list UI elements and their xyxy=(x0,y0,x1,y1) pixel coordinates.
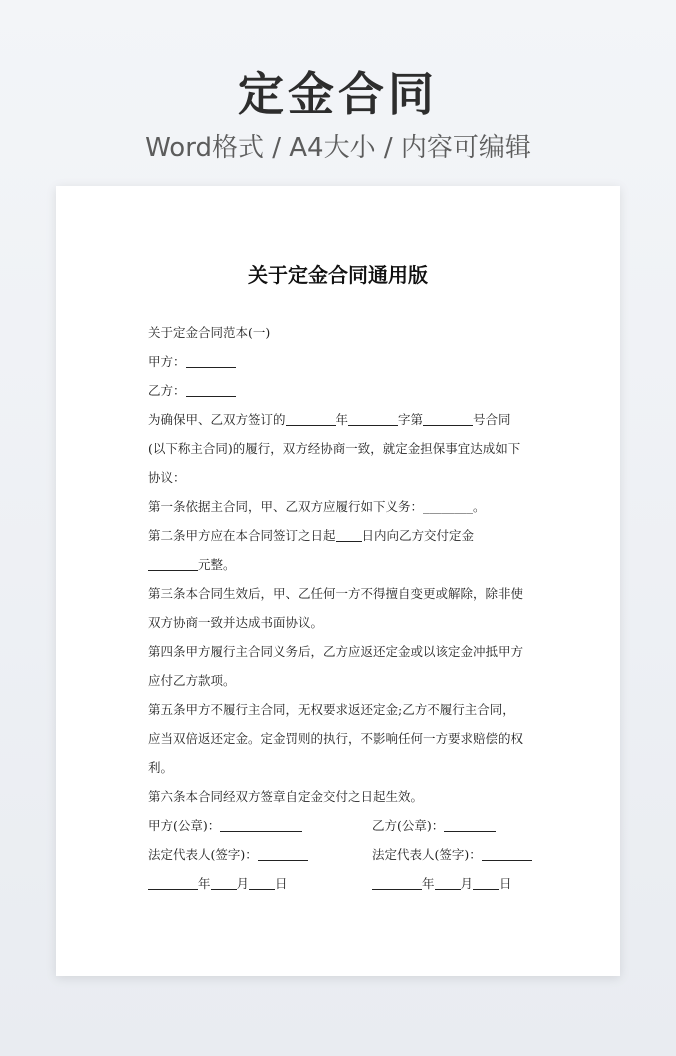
doc-line: 双方协商一致并达成书面协议。 xyxy=(148,615,324,630)
doc-line: 关于定金合同范本(一) xyxy=(148,325,271,340)
doc-line: 第四条甲方履行主合同义务后，乙方应返还定金或以该定金冲抵甲方 xyxy=(148,644,524,659)
date-b: 年 月 日 xyxy=(372,869,512,898)
doc-line: 元整。 xyxy=(148,550,530,579)
doc-line: 第六条本合同经双方签章自定金交付之日起生效。 xyxy=(148,789,424,804)
document-body xyxy=(148,318,530,811)
doc-line: (以下称主合同)的履行，双方经协商一致，就定金担保事宜达成如下 xyxy=(148,441,521,456)
doc-line: 为确保甲、乙双方签订的 年 字第 号合同 xyxy=(148,412,511,427)
doc-line: 应当双倍返还定金。定金罚则的执行，不影响任何一方要求赔偿的权 xyxy=(148,731,524,746)
rep-a-signature: 法定代表人(签字)： xyxy=(148,840,308,869)
doc-line: 第二条甲方应在本合同签订之日起 日内向乙方交付定金 xyxy=(148,528,475,543)
party-b-seal: 乙方(公章)： xyxy=(372,811,496,840)
date-a: 年 月 日 xyxy=(148,869,288,898)
doc-line: 第五条甲方不履行主合同，无权要求返还定金;乙方不履行主合同， xyxy=(148,702,515,717)
page-subtitle: Word格式 / A4大小 / 内容可编辑 xyxy=(145,133,531,163)
doc-line: 第一条依据主合同，甲、乙双方应履行如下义务：________。 xyxy=(148,499,486,514)
doc-line: 乙方： xyxy=(148,376,530,405)
doc-line: 第三条本合同生效后，甲、乙任何一方不得擅自变更或解除，除非使 xyxy=(148,586,524,601)
doc-line: 协议： xyxy=(148,470,186,485)
doc-line: 应付乙方款项。 xyxy=(148,673,236,688)
party-a-seal: 甲方(公章)： xyxy=(148,811,302,840)
rep-b-signature: 法定代表人(签字)： xyxy=(372,840,532,869)
document-title: 关于定金合同通用版 xyxy=(248,263,428,287)
doc-line: 甲方： xyxy=(148,347,530,376)
page-header xyxy=(0,62,676,168)
doc-line: 利。 xyxy=(148,760,174,775)
page-title: 定金合同 xyxy=(238,67,438,121)
